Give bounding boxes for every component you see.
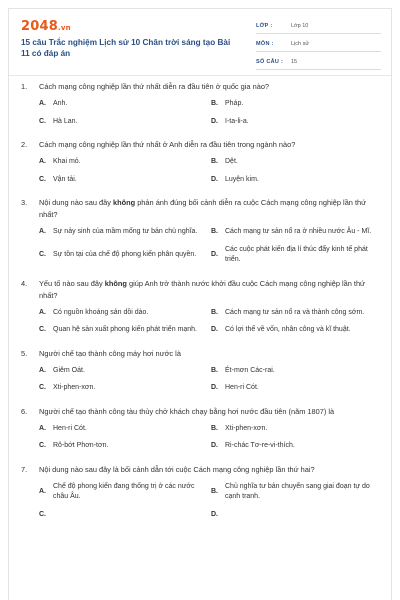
option-text: I-ta-li-a. <box>225 117 249 125</box>
meta-value: Lịch sử <box>291 41 310 47</box>
option-letter: C. <box>39 175 46 183</box>
option-letter: B. <box>211 100 218 107</box>
option-text: Có lợi thế về vốn, nhân công và kĩ thuật. <box>225 326 351 333</box>
question-number: 5. <box>21 348 28 358</box>
meta-label: LỚP : <box>256 23 273 29</box>
answer-option[interactable] <box>211 157 383 168</box>
option-letter: B. <box>211 308 218 316</box>
option-text: Ét-mơn Các-rai. <box>225 366 275 374</box>
header-divider <box>9 75 392 76</box>
question-text-part: Nội dung nào sau đây là bối cảnh dẫn tới cuộc Cách mạng công nghiệp lần thứ hai? <box>39 464 315 474</box>
answer-options <box>21 308 383 336</box>
answer-option[interactable] <box>39 175 211 186</box>
option-letter: B. <box>211 228 218 235</box>
question-text-part: phản ánh đúng bối cảnh diễn ra cuộc Cách mạng công nghiệp lần thứ nhất? <box>39 198 367 219</box>
answer-option[interactable] <box>39 482 211 503</box>
option-text: Cách mạng tư sản nổ ra và thành công sớm. <box>225 308 365 316</box>
option-text: Luyện kim. <box>225 175 259 183</box>
question-header <box>21 81 383 93</box>
option-letter: D. <box>211 175 218 183</box>
question-text-part: giúp Anh trở thành nước khởi đầu cuộc Cách mạng công nghiệp lần thứ nhất? <box>39 278 366 300</box>
option-text: Cách mạng tư sản nổ ra ở nhiều nước Âu - Mĩ. <box>225 228 372 235</box>
option-letter: C. <box>39 326 46 333</box>
answer-options <box>21 482 383 521</box>
option-letter: D. <box>211 117 218 125</box>
question-number: 1. <box>21 82 28 91</box>
option-letter: D. <box>211 384 218 391</box>
option-letter: D. <box>211 510 218 518</box>
meta-value: Lớp 10 <box>291 23 309 29</box>
question-item <box>9 406 392 452</box>
option-letter: D. <box>211 442 218 449</box>
question-header <box>21 278 383 302</box>
option-letter: A. <box>39 424 46 432</box>
answer-option[interactable] <box>39 383 211 394</box>
option-letter: C. <box>39 442 46 449</box>
question-text-part: Yếu tố nào sau đây <box>39 278 105 288</box>
question-text <box>39 139 383 151</box>
question-item <box>9 139 392 185</box>
option-letter: C. <box>39 510 46 518</box>
question-header <box>21 348 383 360</box>
answer-option[interactable] <box>39 245 211 266</box>
option-letter: C. <box>39 384 46 391</box>
answer-option[interactable] <box>39 325 211 336</box>
answer-option[interactable] <box>39 157 211 168</box>
option-letter: B. <box>211 366 218 374</box>
option-text: Khai mỏ. <box>53 158 81 165</box>
answer-option[interactable] <box>211 424 383 435</box>
option-text: Ri-chác Tơ-re-vi-thích. <box>225 442 295 449</box>
answer-option[interactable] <box>211 510 383 521</box>
option-letter: C. <box>39 117 46 125</box>
question-text <box>39 81 383 93</box>
option-text: Xti-phen-xơn. <box>53 384 96 391</box>
answer-options <box>21 99 383 127</box>
answer-options <box>21 227 383 266</box>
question-header <box>21 139 383 151</box>
question-text-part: Cách mạng công nghiệp lần thứ nhất diễn ra đầu tiên ở quốc gia nào? <box>39 82 270 91</box>
option-letter: B. <box>211 487 218 495</box>
answer-option[interactable] <box>211 245 383 266</box>
question-item <box>9 197 392 266</box>
option-letter: A. <box>39 100 46 107</box>
question-text-part: Người chế tạo thành công máy hơi nước là <box>39 348 181 358</box>
answer-option[interactable] <box>211 117 383 128</box>
option-text: Pháp. <box>225 100 244 107</box>
answer-option[interactable] <box>211 441 383 452</box>
meta-row-count <box>256 55 381 70</box>
answer-option[interactable] <box>211 227 383 238</box>
answer-option[interactable] <box>39 308 211 319</box>
answer-option[interactable] <box>39 510 211 521</box>
question-item <box>9 348 392 394</box>
question-number: 6. <box>21 406 28 416</box>
logo-text: 2048 <box>21 19 58 34</box>
answer-option[interactable] <box>211 325 383 336</box>
answer-option[interactable] <box>211 383 383 394</box>
option-letter: A. <box>39 228 46 235</box>
option-text: Quan hệ sản xuất phong kiến phát triển mạnh. <box>53 326 197 333</box>
option-letter: D. <box>211 250 218 258</box>
option-letter: D. <box>211 326 218 333</box>
option-text: Anh. <box>53 100 68 107</box>
question-text <box>39 348 383 360</box>
option-letter: B. <box>211 424 218 432</box>
meta-label: SỐ CÂU : <box>256 59 284 65</box>
answer-option[interactable] <box>39 117 211 128</box>
option-text: Xti-phen-xơn. <box>225 424 268 432</box>
question-list <box>9 81 392 532</box>
option-letter: A. <box>39 487 46 495</box>
option-text: Hà Lan. <box>53 117 78 125</box>
question-text <box>39 406 383 418</box>
answer-option[interactable] <box>211 175 383 186</box>
answer-option[interactable] <box>39 424 211 435</box>
question-text-part: Nội dung nào sau đây <box>39 198 113 207</box>
answer-option[interactable] <box>39 441 211 452</box>
option-letter: C. <box>39 250 46 258</box>
question-text <box>39 278 383 302</box>
question-header <box>21 406 383 418</box>
answer-options <box>21 424 383 452</box>
question-item <box>9 81 392 127</box>
question-emphasis: không <box>104 278 127 288</box>
site-logo[interactable] <box>21 19 71 34</box>
question-number: 3. <box>21 198 28 207</box>
question-item <box>9 278 392 336</box>
answer-option[interactable] <box>211 99 383 110</box>
answer-option[interactable] <box>39 99 211 110</box>
option-letter: B. <box>211 158 218 165</box>
option-text: Có nguồn khoáng sản dồi dào. <box>53 308 149 316</box>
option-text: Rô-bớt Phơn-tơn. <box>53 442 109 449</box>
option-letter: A. <box>39 366 46 374</box>
answer-options <box>21 157 383 185</box>
logo-suffix: .vn <box>57 24 71 32</box>
option-letter: A. <box>39 158 46 165</box>
option-text: Các cuộc phát kiến địa lí thúc đẩy kinh tế phát triển. <box>225 245 368 263</box>
option-text: Sự tồn tại của chế độ phong kiến phân quyền. <box>53 250 197 258</box>
question-header <box>21 197 383 221</box>
answer-option[interactable] <box>39 366 211 377</box>
document-page <box>8 8 392 600</box>
option-text: Vận tải. <box>53 175 77 183</box>
answer-option[interactable] <box>211 308 383 319</box>
answer-options <box>21 366 383 394</box>
question-emphasis: không <box>112 198 136 207</box>
document-header <box>9 9 391 71</box>
option-text: Chủ nghĩa tư bản chuyển sang giai đoạn tự do cạnh tranh. <box>225 482 370 500</box>
question-text-part: Cách mạng công nghiệp lần thứ nhất ở Anh diễn ra đầu tiên trong ngành nào? <box>39 140 296 149</box>
question-number: 4. <box>21 278 28 288</box>
meta-label: MÔN : <box>256 41 274 47</box>
answer-option[interactable] <box>211 366 383 377</box>
question-header <box>21 464 383 476</box>
question-number: 7. <box>21 464 28 474</box>
option-text: Dệt. <box>225 158 238 165</box>
question-text-part: Người chế tạo thành công tàu thủy chở khách chạy bằng hơi nước đầu tiên (năm 1807) là <box>39 406 335 416</box>
option-letter: A. <box>39 308 46 316</box>
question-number: 2. <box>21 140 28 149</box>
option-text: Hen-ri Cót. <box>225 384 259 391</box>
document-title: 15 câu Trắc nghiệm Lịch sử 10 Chân trời sáng tạo Bài 11 có đáp án <box>21 38 231 58</box>
meta-row-class <box>256 19 381 34</box>
option-text: Giêm Oát. <box>53 366 85 374</box>
option-text: Chế độ phong kiến đang thống trị ở các nước châu Âu. <box>53 482 195 500</box>
meta-panel <box>256 19 381 73</box>
option-text: Sự nảy sinh của mầm mống tư bản chủ nghĩa. <box>53 228 198 235</box>
answer-option[interactable] <box>39 227 211 238</box>
question-item <box>9 464 392 521</box>
question-text <box>39 464 383 476</box>
answer-option[interactable] <box>211 482 383 503</box>
meta-value: 15 <box>291 59 298 65</box>
meta-row-subject <box>256 37 381 52</box>
option-text: Hen-ri Cót. <box>53 424 87 432</box>
question-text <box>39 197 383 221</box>
